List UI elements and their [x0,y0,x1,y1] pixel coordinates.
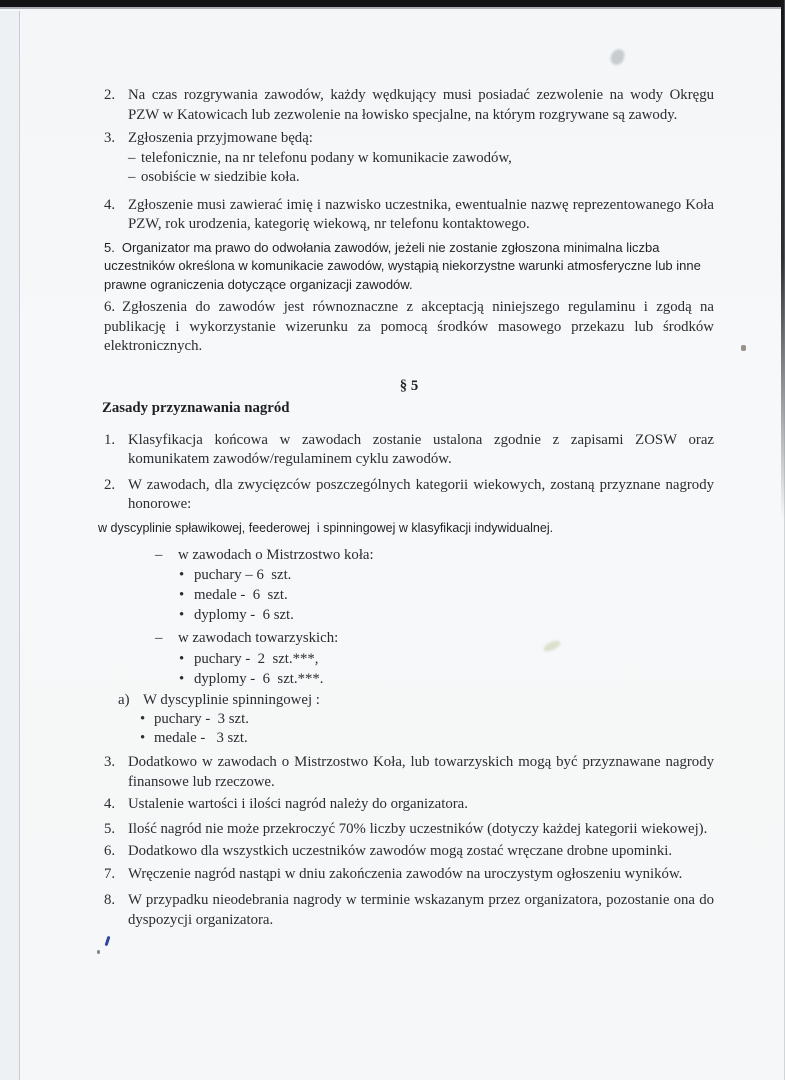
regulation-item-2 [104,86,714,125]
award-item-text: puchary - 3 szt. [154,711,249,727]
discipline-note: w dyscyplinie spławikowej, feederowej i spinningowej w klasyfikacji indywidualnej. [98,520,554,535]
award-item-text: medale - 3 szt. [154,729,248,746]
dash-item-text: telefonicznie, na nr telefonu podany w komunikacie zawodów, [141,149,512,166]
award-item [179,565,714,585]
bullet-icon: • [140,729,146,746]
regulation-item-4 [104,196,714,235]
item-text: Zgłoszenie musi zawierać imię i nazwisko uczestnika, ewentualnie nazwę reprezentowanego Koła PZW, rok urodzenia, kategorię wiekową, nr telefonu kontaktowego. [128,196,714,232]
scan-edge-left-line [19,11,20,1080]
award-category-towarzyskie [155,628,714,649]
award-item [179,585,714,605]
bullet-icon: • [179,670,185,687]
item-number: 2. [104,87,116,103]
scan-speck [741,345,746,351]
dash-icon: – [155,546,163,563]
regulation-item-3 [104,129,714,149]
award-category-label: w zawodach o Mistrzostwo koła: [178,546,374,563]
scan-smudge [609,48,626,67]
bullet-icon: • [179,587,185,603]
award-item-text: dyplomy - 6 szt. [194,607,294,623]
item-text: Ustalenie wartości i ilości nagród należy do organizatora. [128,796,468,812]
item-number: 6. [104,299,116,315]
scan-edge-top [0,0,785,9]
item-text: W przypadku nieodebrania nagrody w terminie wskazanym przez organizatora, pozostanie ona do dyspozycji organizatora. [128,892,714,928]
dash-icon: – [128,169,136,185]
prize-item-3 [104,753,714,792]
document-content [98,86,714,934]
item-number: 2. [104,476,116,493]
prize-item-8 [104,891,714,930]
scan-speck [97,950,100,954]
award-item-text: puchary - 2 szt.***, [194,650,319,667]
bullet-icon: • [140,711,146,727]
award-category-label: W dyscyplinie spinningowej : [143,691,320,708]
regulation-item-6 [104,298,714,357]
item-number: 4. [104,796,116,812]
award-item-text: dyplomy - 6 szt.***. [194,670,324,687]
award-item [179,605,714,625]
section-mark: § 5 [399,377,419,394]
regulation-item-5 [104,239,714,295]
item-text: Klasyfikacja końcowa w zawodach zostanie ustalona zgodnie z zapisami ZOSW oraz komunikatem zawodów/regulaminem cyklu zawodów. [128,431,714,467]
section-heading: Zasady przyznawania nagród [102,400,290,416]
award-item-text: puchary – 6 szt. [194,567,292,583]
item-number: 1. [104,431,116,448]
award-category-spinning [118,691,714,711]
item-text: Dodatkowo w zawodach o Mistrzostwo Koła, lub towarzyskich mogą być przyznawane nagrody finansowe lub rzeczowe. [128,754,714,790]
bullet-icon: • [179,650,185,667]
dash-item-text: osobiście w siedzibie koła. [141,169,300,185]
award-item [179,649,714,669]
prize-item-6 [104,842,714,862]
item-text: Wręczenie nagród nastąpi w dniu zakończenia zawodów na uroczystym ogłoszeniu wyników. [128,865,683,882]
item-number: 8. [104,892,116,908]
bullet-icon: • [179,607,185,623]
item-text: Dodatkowo dla wszystkich uczestników zawodów mogą zostać wręczane drobne upominki. [128,843,673,859]
prize-item-4 [104,795,714,815]
item-number: 5. [104,820,116,837]
prize-item-1 [104,431,714,470]
award-item [140,729,714,748]
dash-icon: – [155,630,163,646]
dash-item [128,149,714,169]
award-item-text: medale - 6 szt. [194,587,288,603]
dash-icon: – [128,149,136,166]
award-category-label: w zawodach towarzyskich: [178,630,339,646]
item-number: 4. [104,196,116,213]
item-text: Ilość nagród nie może przekroczyć 70% liczby uczestników (dotyczy każdej kategorii wiekowej). [128,820,708,837]
prize-item-2 [104,476,714,515]
pen-mark [105,936,111,946]
list-letter-marker: a) [118,691,130,708]
prize-item-7 [104,865,714,885]
item-text: Zgłoszenia przyjmowane będą: [128,130,313,146]
item-text: Na czas rozgrywania zawodów, każdy wędkujący musi posiadać zezwolenie na wody Okręgu PZW w Katowicach lub zezwolenie na łowisko specjalne, na którym rozgrywane są zawody. [128,87,714,123]
item-number: 5. [104,239,115,255]
item-number: 6. [104,843,116,859]
item-text: Zgłoszenia do zawodów jest równoznaczne z akceptacją niniejszego regulaminu i zgodą na publikację i wykorzystanie wizerunku za pomocą środków masowego przekazu lub środków elektronicznych. [104,299,714,354]
award-category-mistrzostwo [155,545,714,566]
dash-item [128,168,714,188]
item-text: W zawodach, dla zwycięzców poszczególnych kategorii wiekowych, zostaną przyznane nagrody honorowe: [128,476,714,512]
item-number: 3. [104,130,116,146]
award-item [140,710,714,729]
prize-item-5 [104,820,714,840]
item-number: 3. [104,754,116,770]
award-item [179,669,714,689]
item-text: Organizator ma prawo do odwołania zawodów, jeżeli nie zostanie zgłoszona minimalna liczba uczestników określona w komunikacie zawodów, wystąpią niekorzystne warunki atmosferyczne lub inne prawne ograniczenia dotyczące organizacji zawodów. [104,239,701,292]
scan-edge-left-strip [0,11,19,1080]
item-number: 7. [104,865,116,882]
bullet-icon: • [179,567,185,583]
